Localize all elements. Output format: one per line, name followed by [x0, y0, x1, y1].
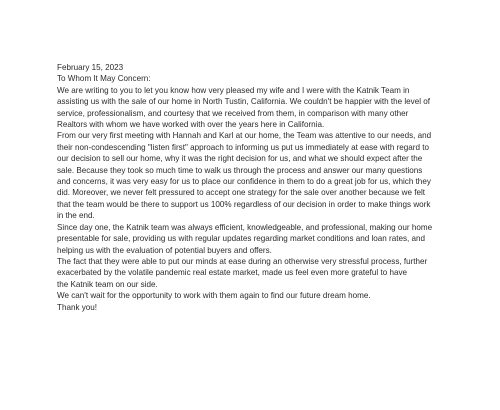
letter-body: [57, 62, 487, 313]
letter-closing: Thank you!: [57, 302, 98, 312]
paragraph-5: [57, 290, 487, 301]
letter-date: February 15, 2023: [57, 63, 124, 72]
paragraph-4: [57, 256, 487, 290]
paragraph-1: [57, 85, 487, 131]
text-line: From our very first meeting with Hannah and Karl at our home, the Team was attentive to our needs, and: [57, 131, 432, 141]
paragraph-3: [57, 222, 487, 256]
text-line: sale. Because they took so much time to walk us through the process and answer our many questions: [57, 165, 423, 175]
text-line: presentable for sale, providing us with regular updates regarding market conditions and loan rates, and: [57, 234, 426, 244]
text-line: Since day one, the Katnik team was always efficient, knowledgeable, and professional, making our home: [57, 222, 433, 232]
text-line: assisting us with the sale of our home in North Tustin, California. We couldn't be happier with the level of: [57, 97, 431, 107]
text-line: service, professionalism, and courtesy that we received from them, in comparison with many other: [57, 108, 409, 118]
text-line: that the team would be there to support us 100% regardless of our decision in order to make things work: [57, 199, 431, 209]
text-line: in the end.: [57, 211, 95, 221]
text-line: helping us with the evaluation of potential buyers and offers.: [57, 245, 272, 255]
text-line: We are writing to you to let you know how very pleased my wife and I were with the Katnik Team in: [57, 85, 410, 95]
text-line: exacerbated by the volatile pandemic real estate market, made us feel even more grateful to have: [57, 268, 408, 278]
text-line: their non-condescending "listen first" approach to informing us put us immediately at ease with regard to: [57, 142, 429, 152]
text-line: Realtors with whom we have worked with over the years here in California.: [57, 120, 325, 130]
text-line: our decision to sell our home, why it was the right decision for us, and what we should expect after the: [57, 154, 423, 164]
text-line: and concerns, it was very easy for us to place our confidence in them to do a great job for us, which they: [57, 177, 431, 187]
text-line: the Katnik team on our side.: [57, 279, 158, 289]
text-line: The fact that they were able to put our minds at ease during an otherwise very stressful process, further: [57, 256, 428, 266]
paragraph-2: [57, 130, 487, 221]
text-line: We can't wait for the opportunity to work with them again to find our future dream home.: [57, 291, 371, 301]
letter-salutation: To Whom It May Concern:: [57, 74, 151, 84]
text-line: did. Moreover, we never felt pressured to accept one strategy for the sale over another because we felt: [57, 188, 426, 198]
